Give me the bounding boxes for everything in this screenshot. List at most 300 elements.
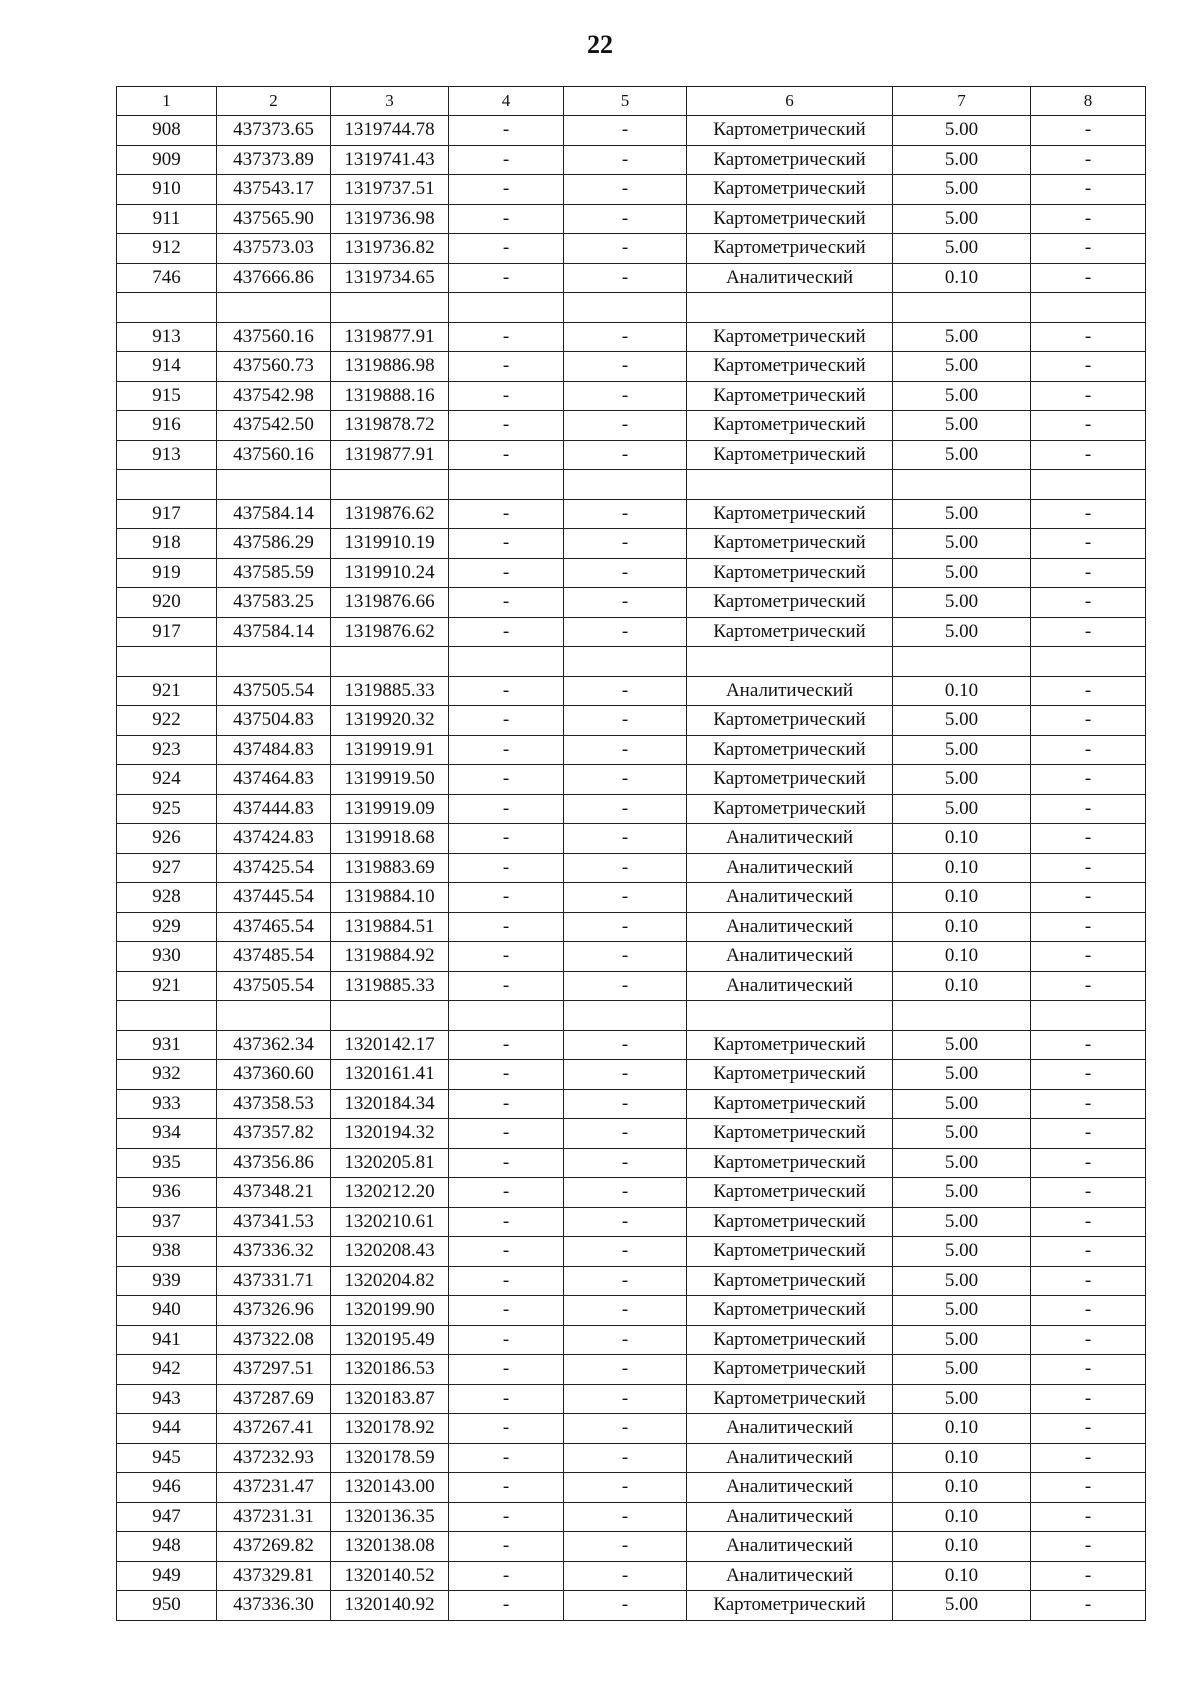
- cell-point-number: 921: [117, 676, 217, 706]
- cell-method: [687, 647, 893, 677]
- cell-accuracy: 0.10: [893, 1532, 1031, 1562]
- cell-point-number: 929: [117, 912, 217, 942]
- cell-col5: -: [564, 1148, 687, 1178]
- cell-col4: -: [449, 1148, 564, 1178]
- cell-method: Картометрический: [687, 352, 893, 382]
- cell-point-number: 910: [117, 175, 217, 205]
- page-number: 22: [587, 30, 613, 59]
- cell-col5: -: [564, 617, 687, 647]
- column-header: 8: [1031, 87, 1146, 116]
- cell-coordinate-x: 437362.34: [217, 1030, 331, 1060]
- cell-method: Картометрический: [687, 234, 893, 264]
- cell-accuracy: 5.00: [893, 1030, 1031, 1060]
- cell-col5: -: [564, 263, 687, 293]
- cell-point-number: 925: [117, 794, 217, 824]
- cell-accuracy: [893, 470, 1031, 500]
- cell-coordinate-x: 437336.32: [217, 1237, 331, 1267]
- cell-method: Аналитический: [687, 912, 893, 942]
- cell-point-number: 948: [117, 1532, 217, 1562]
- table-row: [117, 1591, 1146, 1621]
- cell-method: Картометрический: [687, 322, 893, 352]
- cell-point-number: 936: [117, 1178, 217, 1208]
- cell-point-number: 930: [117, 942, 217, 972]
- cell-coordinate-x: 437542.98: [217, 381, 331, 411]
- cell-coordinate-y: 1319885.33: [331, 676, 449, 706]
- cell-col4: -: [449, 234, 564, 264]
- cell-coordinate-y: 1320204.82: [331, 1266, 449, 1296]
- cell-coordinate-y: 1319918.68: [331, 824, 449, 854]
- table-row: [117, 1030, 1146, 1060]
- cell-point-number: 909: [117, 145, 217, 175]
- cell-accuracy: 0.10: [893, 912, 1031, 942]
- cell-coordinate-x: 437267.41: [217, 1414, 331, 1444]
- cell-coordinate-y: 1319920.32: [331, 706, 449, 736]
- cell-coordinate-x: 437357.82: [217, 1119, 331, 1149]
- cell-col5: -: [564, 706, 687, 736]
- cell-col5: -: [564, 529, 687, 559]
- cell-col5: -: [564, 735, 687, 765]
- table-row: [117, 499, 1146, 529]
- cell-col4: -: [449, 853, 564, 883]
- cell-coordinate-x: 437341.53: [217, 1207, 331, 1237]
- table-row: [117, 1207, 1146, 1237]
- cell-col5: -: [564, 1502, 687, 1532]
- cell-point-number: 935: [117, 1148, 217, 1178]
- cell-method: Картометрический: [687, 145, 893, 175]
- cell-col8: -: [1031, 1237, 1146, 1267]
- cell-col8: -: [1031, 1030, 1146, 1060]
- cell-col8: -: [1031, 1266, 1146, 1296]
- cell-coordinate-x: 437360.60: [217, 1060, 331, 1090]
- cell-col8: -: [1031, 381, 1146, 411]
- cell-coordinate-x: 437560.73: [217, 352, 331, 382]
- cell-method: Картометрический: [687, 1089, 893, 1119]
- cell-col8: -: [1031, 1178, 1146, 1208]
- cell-coordinate-y: 1320136.35: [331, 1502, 449, 1532]
- separator-row: [117, 293, 1146, 323]
- cell-accuracy: 5.00: [893, 411, 1031, 441]
- cell-col8: -: [1031, 883, 1146, 913]
- cell-accuracy: 5.00: [893, 1237, 1031, 1267]
- cell-method: Картометрический: [687, 765, 893, 795]
- cell-col5: -: [564, 411, 687, 441]
- cell-coordinate-x: 437543.17: [217, 175, 331, 205]
- cell-coordinate-x: [217, 470, 331, 500]
- cell-point-number: 934: [117, 1119, 217, 1149]
- cell-coordinate-y: 1320140.92: [331, 1591, 449, 1621]
- cell-method: Картометрический: [687, 1148, 893, 1178]
- cell-col5: -: [564, 1207, 687, 1237]
- cell-coordinate-y: 1319883.69: [331, 853, 449, 883]
- cell-col4: -: [449, 381, 564, 411]
- table-row: [117, 1060, 1146, 1090]
- cell-accuracy: 5.00: [893, 765, 1031, 795]
- cell-col5: -: [564, 1561, 687, 1591]
- table-row: [117, 529, 1146, 559]
- separator-row: [117, 1001, 1146, 1031]
- table-row: [117, 263, 1146, 293]
- cell-col4: -: [449, 735, 564, 765]
- column-header: 4: [449, 87, 564, 116]
- cell-method: Аналитический: [687, 1473, 893, 1503]
- cell-method: Аналитический: [687, 971, 893, 1001]
- cell-col5: -: [564, 1266, 687, 1296]
- cell-coordinate-y: 1320183.87: [331, 1384, 449, 1414]
- cell-method: Аналитический: [687, 676, 893, 706]
- cell-col8: -: [1031, 676, 1146, 706]
- cell-accuracy: 5.00: [893, 706, 1031, 736]
- cell-accuracy: 5.00: [893, 499, 1031, 529]
- cell-coordinate-y: 1319886.98: [331, 352, 449, 382]
- cell-method: Картометрический: [687, 1119, 893, 1149]
- cell-col8: -: [1031, 1443, 1146, 1473]
- cell-col8: -: [1031, 794, 1146, 824]
- cell-col8: -: [1031, 322, 1146, 352]
- cell-col4: -: [449, 1237, 564, 1267]
- cell-coordinate-x: 437231.47: [217, 1473, 331, 1503]
- cell-col4: -: [449, 942, 564, 972]
- table-row: [117, 1089, 1146, 1119]
- cell-col4: -: [449, 175, 564, 205]
- cell-col8: -: [1031, 1325, 1146, 1355]
- cell-col8: -: [1031, 411, 1146, 441]
- cell-col5: -: [564, 853, 687, 883]
- cell-accuracy: 5.00: [893, 558, 1031, 588]
- cell-col8: -: [1031, 1119, 1146, 1149]
- cell-method: Картометрический: [687, 1325, 893, 1355]
- table-row: [117, 1119, 1146, 1149]
- cell-col8: -: [1031, 1532, 1146, 1562]
- table-row: [117, 145, 1146, 175]
- cell-method: Картометрический: [687, 735, 893, 765]
- cell-coordinate-x: 437331.71: [217, 1266, 331, 1296]
- cell-accuracy: 0.10: [893, 263, 1031, 293]
- cell-coordinate-x: 437585.59: [217, 558, 331, 588]
- cell-point-number: 916: [117, 411, 217, 441]
- cell-coordinate-x: 437231.31: [217, 1502, 331, 1532]
- cell-coordinate-y: 1319744.78: [331, 116, 449, 146]
- cell-col4: -: [449, 1414, 564, 1444]
- cell-coordinate-y: 1320161.41: [331, 1060, 449, 1090]
- cell-point-number: 946: [117, 1473, 217, 1503]
- cell-col4: -: [449, 499, 564, 529]
- cell-coordinate-x: 437560.16: [217, 322, 331, 352]
- cell-col5: -: [564, 234, 687, 264]
- cell-coordinate-x: [217, 293, 331, 323]
- cell-coordinate-y: 1319741.43: [331, 145, 449, 175]
- table-row: [117, 381, 1146, 411]
- separator-row: [117, 647, 1146, 677]
- cell-col8: -: [1031, 440, 1146, 470]
- cell-coordinate-x: 437505.54: [217, 971, 331, 1001]
- cell-point-number: [117, 647, 217, 677]
- cell-point-number: 917: [117, 499, 217, 529]
- cell-method: Картометрический: [687, 411, 893, 441]
- cell-col8: -: [1031, 617, 1146, 647]
- cell-method: [687, 1001, 893, 1031]
- cell-accuracy: 0.10: [893, 1414, 1031, 1444]
- cell-point-number: 949: [117, 1561, 217, 1591]
- cell-point-number: 914: [117, 352, 217, 382]
- cell-method: Картометрический: [687, 499, 893, 529]
- cell-col5: -: [564, 145, 687, 175]
- cell-point-number: 911: [117, 204, 217, 234]
- cell-accuracy: 5.00: [893, 204, 1031, 234]
- cell-col5: -: [564, 794, 687, 824]
- cell-col8: -: [1031, 824, 1146, 854]
- cell-col5: -: [564, 1060, 687, 1090]
- cell-accuracy: 5.00: [893, 175, 1031, 205]
- cell-coordinate-y: 1320184.34: [331, 1089, 449, 1119]
- cell-col5: -: [564, 971, 687, 1001]
- cell-coordinate-y: [331, 647, 449, 677]
- cell-col8: -: [1031, 1060, 1146, 1090]
- cell-col8: -: [1031, 204, 1146, 234]
- cell-method: Картометрический: [687, 706, 893, 736]
- cell-coordinate-x: 437565.90: [217, 204, 331, 234]
- cell-accuracy: 5.00: [893, 116, 1031, 146]
- cell-col8: [1031, 1001, 1146, 1031]
- separator-row: [117, 470, 1146, 500]
- cell-point-number: 932: [117, 1060, 217, 1090]
- cell-coordinate-y: 1319877.91: [331, 322, 449, 352]
- cell-accuracy: 5.00: [893, 381, 1031, 411]
- cell-col4: -: [449, 588, 564, 618]
- cell-col4: -: [449, 1355, 564, 1385]
- cell-col8: -: [1031, 853, 1146, 883]
- cell-coordinate-x: 437464.83: [217, 765, 331, 795]
- cell-col8: [1031, 647, 1146, 677]
- cell-accuracy: [893, 647, 1031, 677]
- cell-col4: -: [449, 617, 564, 647]
- cell-coordinate-y: 1320142.17: [331, 1030, 449, 1060]
- table-row: [117, 588, 1146, 618]
- cell-col5: -: [564, 942, 687, 972]
- cell-method: Аналитический: [687, 263, 893, 293]
- cell-coordinate-y: 1319884.10: [331, 883, 449, 913]
- cell-coordinate-x: [217, 647, 331, 677]
- table-row: [117, 971, 1146, 1001]
- cell-coordinate-x: 437583.25: [217, 588, 331, 618]
- column-header: 1: [117, 87, 217, 116]
- table-row: [117, 1414, 1146, 1444]
- cell-col5: -: [564, 1473, 687, 1503]
- cell-col8: -: [1031, 1355, 1146, 1385]
- cell-point-number: 924: [117, 765, 217, 795]
- cell-coordinate-y: 1319876.62: [331, 617, 449, 647]
- cell-coordinate-x: 437504.83: [217, 706, 331, 736]
- cell-coordinate-x: 437297.51: [217, 1355, 331, 1385]
- cell-col5: -: [564, 1089, 687, 1119]
- cell-point-number: 913: [117, 322, 217, 352]
- cell-col5: -: [564, 912, 687, 942]
- cell-point-number: 942: [117, 1355, 217, 1385]
- cell-coordinate-x: 437348.21: [217, 1178, 331, 1208]
- cell-method: Аналитический: [687, 1561, 893, 1591]
- cell-point-number: 943: [117, 1384, 217, 1414]
- cell-accuracy: 5.00: [893, 322, 1031, 352]
- cell-coordinate-x: [217, 1001, 331, 1031]
- table-row: [117, 1443, 1146, 1473]
- cell-col8: -: [1031, 1207, 1146, 1237]
- cell-accuracy: 5.00: [893, 588, 1031, 618]
- table-row: [117, 912, 1146, 942]
- table-row: [117, 794, 1146, 824]
- cell-col5: -: [564, 440, 687, 470]
- table-row: [117, 883, 1146, 913]
- cell-col5: -: [564, 1532, 687, 1562]
- cell-col4: -: [449, 1089, 564, 1119]
- cell-coordinate-y: [331, 470, 449, 500]
- table-row: [117, 352, 1146, 382]
- cell-coordinate-y: 1320195.49: [331, 1325, 449, 1355]
- table-row: [117, 1355, 1146, 1385]
- cell-point-number: 912: [117, 234, 217, 264]
- cell-method: Картометрический: [687, 794, 893, 824]
- column-header: 7: [893, 87, 1031, 116]
- cell-col5: [564, 1001, 687, 1031]
- cell-coordinate-x: 437542.50: [217, 411, 331, 441]
- table-row: [117, 204, 1146, 234]
- cell-coordinate-x: 437584.14: [217, 499, 331, 529]
- table-row: [117, 706, 1146, 736]
- cell-coordinate-y: [331, 293, 449, 323]
- cell-coordinate-x: 437373.89: [217, 145, 331, 175]
- cell-accuracy: 0.10: [893, 883, 1031, 913]
- cell-col8: -: [1031, 735, 1146, 765]
- cell-col5: -: [564, 824, 687, 854]
- cell-coordinate-x: 437322.08: [217, 1325, 331, 1355]
- cell-accuracy: 5.00: [893, 1355, 1031, 1385]
- cell-coordinate-y: 1319888.16: [331, 381, 449, 411]
- cell-method: Картометрический: [687, 1060, 893, 1090]
- cell-accuracy: 5.00: [893, 529, 1031, 559]
- cell-point-number: 919: [117, 558, 217, 588]
- cell-coordinate-y: 1320194.32: [331, 1119, 449, 1149]
- cell-accuracy: 5.00: [893, 1178, 1031, 1208]
- cell-col8: -: [1031, 706, 1146, 736]
- cell-point-number: 945: [117, 1443, 217, 1473]
- cell-col4: -: [449, 1296, 564, 1326]
- cell-point-number: 918: [117, 529, 217, 559]
- cell-point-number: 947: [117, 1502, 217, 1532]
- cell-col4: -: [449, 794, 564, 824]
- cell-accuracy: 5.00: [893, 145, 1031, 175]
- cell-point-number: 937: [117, 1207, 217, 1237]
- cell-method: Картометрический: [687, 175, 893, 205]
- cell-method: Картометрический: [687, 558, 893, 588]
- cell-method: Картометрический: [687, 1207, 893, 1237]
- cell-col4: -: [449, 263, 564, 293]
- cell-col8: -: [1031, 1502, 1146, 1532]
- cell-method: Аналитический: [687, 1502, 893, 1532]
- cell-accuracy: [893, 293, 1031, 323]
- table-row: [117, 175, 1146, 205]
- table-row: [117, 1325, 1146, 1355]
- table-row: [117, 1148, 1146, 1178]
- cell-col8: -: [1031, 1473, 1146, 1503]
- cell-coordinate-y: 1320186.53: [331, 1355, 449, 1385]
- cell-col8: -: [1031, 1384, 1146, 1414]
- cell-col8: -: [1031, 499, 1146, 529]
- cell-accuracy: 5.00: [893, 1207, 1031, 1237]
- cell-method: Аналитический: [687, 853, 893, 883]
- cell-point-number: [117, 293, 217, 323]
- cell-col8: -: [1031, 1591, 1146, 1621]
- cell-point-number: 915: [117, 381, 217, 411]
- cell-method: Картометрический: [687, 204, 893, 234]
- cell-point-number: 938: [117, 1237, 217, 1267]
- cell-method: Картометрический: [687, 381, 893, 411]
- cell-coordinate-x: 437424.83: [217, 824, 331, 854]
- cell-col5: -: [564, 1119, 687, 1149]
- cell-coordinate-x: 437326.96: [217, 1296, 331, 1326]
- cell-point-number: 922: [117, 706, 217, 736]
- cell-point-number: 944: [117, 1414, 217, 1444]
- cell-point-number: 941: [117, 1325, 217, 1355]
- cell-accuracy: 5.00: [893, 1325, 1031, 1355]
- cell-col5: -: [564, 1237, 687, 1267]
- cell-coordinate-x: 437373.65: [217, 116, 331, 146]
- cell-col8: -: [1031, 145, 1146, 175]
- cell-method: Картометрический: [687, 1355, 893, 1385]
- cell-method: Аналитический: [687, 942, 893, 972]
- table-row: [117, 1384, 1146, 1414]
- cell-col5: -: [564, 352, 687, 382]
- cell-method: Картометрический: [687, 1030, 893, 1060]
- cell-accuracy: 0.10: [893, 1473, 1031, 1503]
- cell-coordinate-x: 437445.54: [217, 883, 331, 913]
- cell-col8: -: [1031, 352, 1146, 382]
- cell-coordinate-x: 437269.82: [217, 1532, 331, 1562]
- cell-coordinate-x: 437356.86: [217, 1148, 331, 1178]
- cell-col4: [449, 1001, 564, 1031]
- cell-coordinate-x: 437584.14: [217, 617, 331, 647]
- cell-col5: -: [564, 1178, 687, 1208]
- cell-accuracy: 5.00: [893, 234, 1031, 264]
- column-header: 3: [331, 87, 449, 116]
- cell-col5: -: [564, 558, 687, 588]
- cell-point-number: [117, 470, 217, 500]
- cell-point-number: 927: [117, 853, 217, 883]
- cell-point-number: 928: [117, 883, 217, 913]
- cell-col4: -: [449, 1473, 564, 1503]
- cell-col8: -: [1031, 558, 1146, 588]
- table-row: [117, 1561, 1146, 1591]
- cell-col4: -: [449, 1207, 564, 1237]
- cell-coordinate-x: 437465.54: [217, 912, 331, 942]
- cell-accuracy: 5.00: [893, 794, 1031, 824]
- cell-coordinate-y: 1319910.24: [331, 558, 449, 588]
- cell-point-number: 746: [117, 263, 217, 293]
- cell-col5: -: [564, 116, 687, 146]
- cell-coordinate-y: 1320140.52: [331, 1561, 449, 1591]
- table-row: [117, 1237, 1146, 1267]
- cell-method: [687, 470, 893, 500]
- cell-coordinate-y: 1319884.92: [331, 942, 449, 972]
- cell-method: Картометрический: [687, 1296, 893, 1326]
- cell-col8: -: [1031, 1148, 1146, 1178]
- table-row: [117, 1473, 1146, 1503]
- cell-coordinate-y: 1320178.59: [331, 1443, 449, 1473]
- cell-accuracy: 5.00: [893, 617, 1031, 647]
- cell-col8: [1031, 293, 1146, 323]
- cell-col4: [449, 647, 564, 677]
- cell-col5: -: [564, 883, 687, 913]
- cell-col5: [564, 293, 687, 323]
- cell-method: Картометрический: [687, 1178, 893, 1208]
- table-body: [117, 87, 1146, 1621]
